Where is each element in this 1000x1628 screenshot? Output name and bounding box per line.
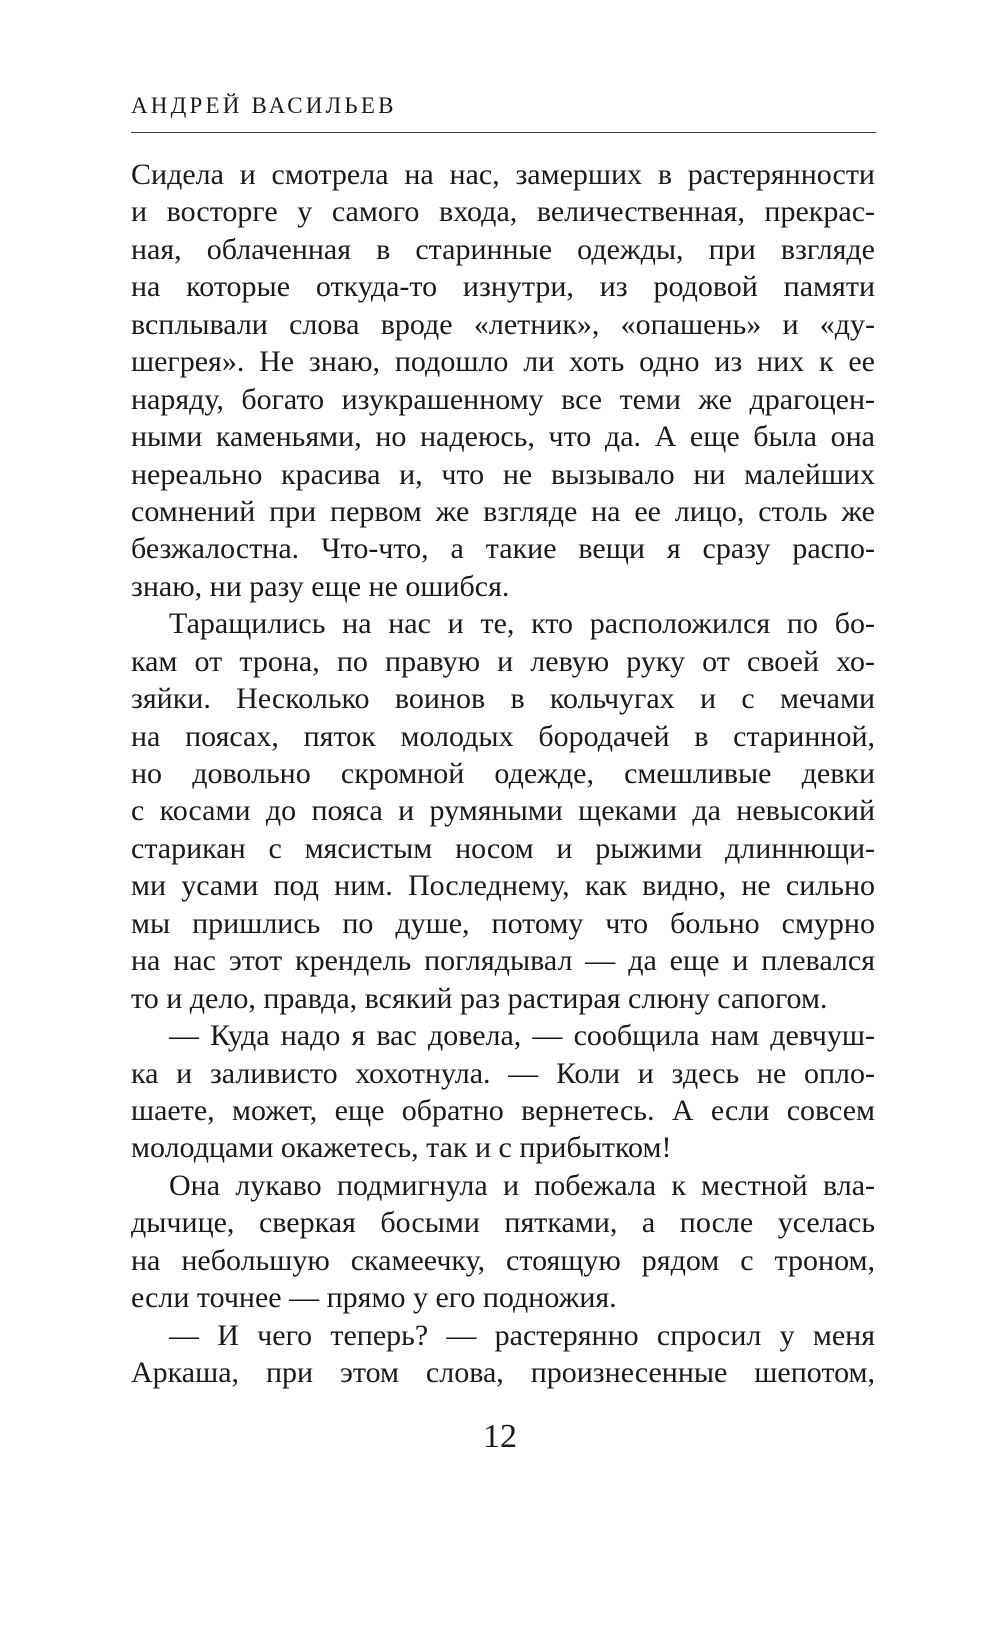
text-line: то и дело, правда, всякий раз растирая слюну сапогом. xyxy=(131,981,828,1015)
text-line: на нас этот крендель поглядывал — да еще и плевался xyxy=(131,944,875,978)
text-body xyxy=(131,156,875,1391)
text-line: и восторге у самого входа, величественная, прекрас- xyxy=(131,195,875,229)
text-line: Сидела и смотрела на нас, замерших в растерянности xyxy=(131,158,875,191)
text-line: мы пришлись по душе, потому что больно смурно xyxy=(131,906,875,940)
header-rule xyxy=(131,132,876,133)
text-line: наряду, богато изукрашенному все теми же драгоцен- xyxy=(131,382,875,416)
text-line: но довольно скромной одежде, смешливые девки xyxy=(131,757,875,790)
running-head: АНДРЕЙ ВАСИЛЬЕВ xyxy=(131,93,397,118)
text-line: на поясах, пяток молодых бородачей в старинной, xyxy=(131,719,875,753)
text-line: на небольшую скамеечку, стоящую рядом с троном, xyxy=(131,1243,875,1277)
text-line: шаете, может, еще обратно вернетесь. А если совсем xyxy=(131,1093,875,1127)
text-line: Она лукаво подмигнула и побежала к местной вла- xyxy=(169,1168,875,1202)
text-line: если точнее — прямо у его подножия. xyxy=(131,1281,617,1315)
text-line: — И чего теперь? — растерянно спросил у меня xyxy=(169,1318,875,1352)
text-line: старикан с мясистым носом и рыжими длиннющи- xyxy=(131,831,875,865)
text-line: ми усами под ним. Последнему, как видно, не сильно xyxy=(131,869,875,903)
text-line: — Куда надо я вас довела, — сообщила нам девчуш- xyxy=(169,1019,875,1053)
text-line: знаю, ни разу еще не ошибся. xyxy=(131,569,510,603)
text-line: ными каменьями, но надеюсь, что да. А еще была она xyxy=(131,420,875,454)
text-line: молодцами окажетесь, так и с прибытком! xyxy=(131,1131,672,1165)
text-line: ка и заливисто хохотнула. — Коли и здесь не опло- xyxy=(131,1056,875,1090)
text-line: нереально красива и, что не вызывало ни малейших xyxy=(131,457,875,491)
text-line: Аркаша, при этом слова, произнесенные шепотом, xyxy=(131,1356,875,1389)
page-number: 12 xyxy=(483,1418,517,1455)
text-line: всплывали слова вроде «летник», «опашень» и «ду- xyxy=(131,307,875,341)
text-line: кам от трона, по правую и левую руку от своей хо- xyxy=(131,644,875,678)
text-line: дычице, сверкая босыми пятками, а после уселась xyxy=(131,1206,875,1240)
text-line: шегрея». Не знаю, подошло ли хоть одно из них к ее xyxy=(131,345,875,379)
text-line: Таращились на нас и те, кто расположился по бо- xyxy=(169,607,875,641)
text-line: сомнений при первом же взгляде на ее лицо, столь же xyxy=(131,494,875,528)
text-line: на которые откуда-то изнутри, из родовой памяти xyxy=(131,270,875,304)
text-line: ная, облаченная в старинные одежды, при взгляде xyxy=(131,232,875,266)
text-line: с косами до пояса и румяными щеками да невысокий xyxy=(131,794,875,828)
text-line: безжалостна. Что-что, а такие вещи я сразу распо- xyxy=(131,532,875,566)
text-line: зяйки. Несколько воинов в кольчугах и с мечами xyxy=(131,682,875,716)
